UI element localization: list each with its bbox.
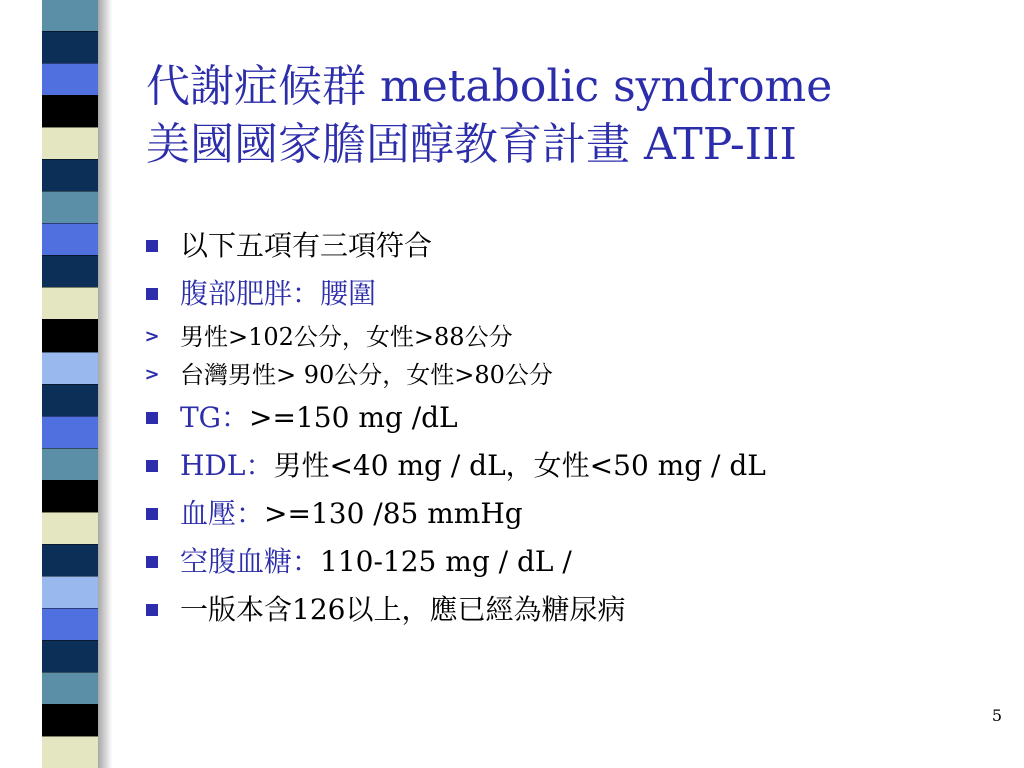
bullet-text: 以下五項有三項符合: [180, 229, 433, 262]
bullet-waist: [142, 270, 1002, 318]
stripe-shadow: [98, 0, 116, 768]
stripe-block: [42, 736, 98, 768]
decorative-stripe: [42, 0, 98, 768]
stripe-block: [42, 255, 98, 287]
bullet-tg: [142, 394, 1002, 442]
title-line-2: 美國國家膽固醇教育計畫 ATP-III: [146, 119, 797, 170]
stripe-block: [42, 480, 98, 512]
bullet-note: [142, 586, 1002, 634]
square-bullet-icon: [146, 460, 158, 472]
square-bullet-icon: [146, 508, 158, 520]
stripe-block: [42, 352, 98, 384]
stripe-block: [42, 384, 98, 416]
bullet-value: >=130 /85 mmHg: [264, 497, 523, 530]
stripe-block: [42, 63, 98, 95]
title-line-1: 代謝症候群 metabolic syndrome: [146, 61, 833, 112]
sub-bullet-waist-taiwan: [142, 356, 1002, 394]
sub-bullet-waist-global: [142, 318, 1002, 356]
stripe-block: [42, 544, 98, 576]
stripe-block: [42, 191, 98, 223]
square-bullet-icon: [146, 240, 158, 252]
stripe-block: [42, 448, 98, 480]
stripe-block: [42, 640, 98, 672]
bullet-text: 一版本含126以上，應已經為糖尿病: [180, 593, 626, 626]
stripe-block: [42, 287, 98, 319]
stripe-block: [42, 159, 98, 191]
stripe-block: [42, 576, 98, 608]
stripe-block: [42, 608, 98, 640]
stripe-block: [42, 704, 98, 736]
stripe-block: [42, 0, 98, 31]
bullet-label: TG：: [180, 401, 250, 434]
chevron-bullet-icon: >: [144, 364, 160, 385]
square-bullet-icon: [146, 412, 158, 424]
page-number: 5: [991, 706, 1002, 725]
bullet-label: HDL：: [180, 449, 274, 482]
bullet-bp: [142, 490, 1002, 538]
bullet-value: 110-125 mg / dL /: [320, 545, 572, 578]
square-bullet-icon: [146, 604, 158, 616]
bullet-list: [142, 222, 1002, 634]
stripe-block: [42, 223, 98, 255]
stripe-block: [42, 95, 98, 127]
stripe-block: [42, 31, 98, 63]
slide-title: [146, 58, 1006, 174]
stripe-block: [42, 672, 98, 704]
bullet-text: 台灣男性> 90公分，女性>80公分: [180, 361, 553, 389]
chevron-bullet-icon: >: [144, 326, 160, 347]
stripe-block: [42, 319, 98, 351]
bullet-text: 男性>102公分，女性>88公分: [180, 323, 513, 351]
bullet-fasting-glucose: [142, 538, 1002, 586]
bullet-label: 腹部肥胖：腰圍: [180, 277, 377, 310]
stripe-block: [42, 127, 98, 159]
bullet-hdl: [142, 442, 1002, 490]
square-bullet-icon: [146, 288, 158, 300]
stripe-block: [42, 416, 98, 448]
bullet-label: 空腹血糖：: [180, 545, 321, 578]
bullet-value: 男性<40 mg / dL，女性<50 mg / dL: [273, 449, 766, 482]
bullet-label: 血壓：: [180, 497, 265, 530]
bullet-value: >=150 mg /dL: [249, 401, 458, 434]
stripe-block: [42, 512, 98, 544]
bullet-criteria-intro: [142, 222, 1002, 270]
square-bullet-icon: [146, 556, 158, 568]
